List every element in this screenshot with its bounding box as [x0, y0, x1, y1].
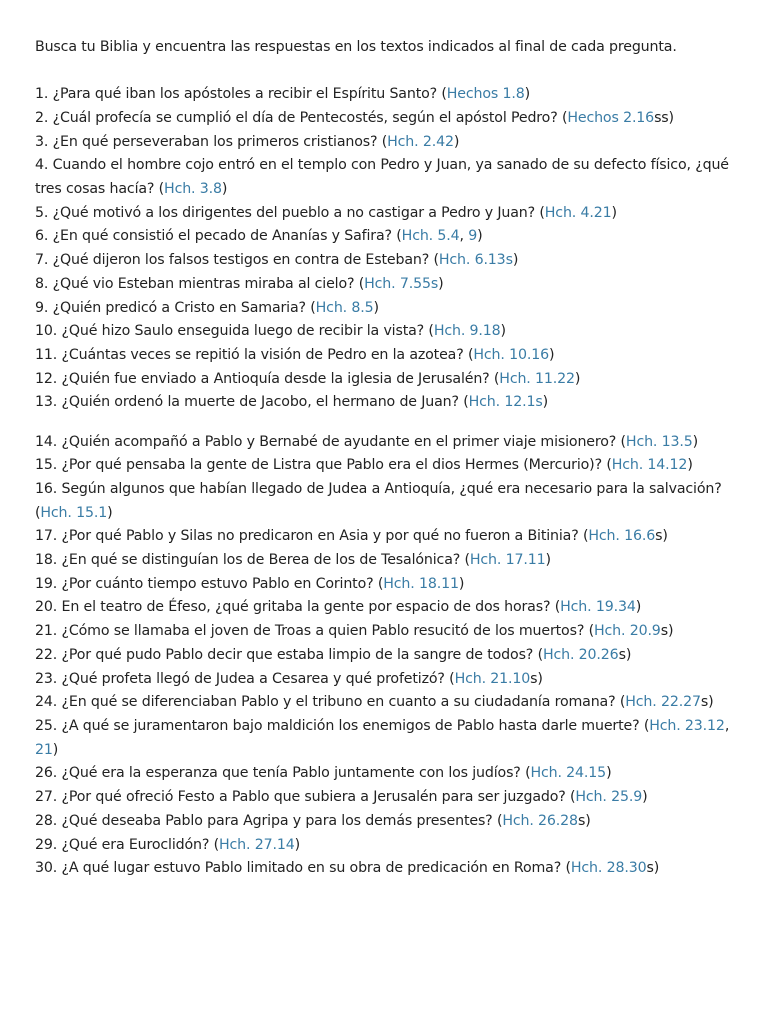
question-item: 10. ¿Qué hizo Saulo enseguida luego de recibir la vista? (Hch. 9.18) — [35, 323, 506, 340]
question-item: 5. ¿Qué motivó a los dirigentes del pueblo a no castigar a Pedro y Juan? (Hch. 4.21) — [35, 204, 617, 221]
bible-reference-link[interactable]: Hch. 28.30 — [570, 860, 647, 877]
question-text: Según algunos que habían llegado de Judea a Antioquía, ¿qué era necesario para la salvación? — [61, 480, 722, 497]
question-item: 9. ¿Quién predicó a Cristo en Samaria? (Hch. 8.5) — [35, 299, 379, 316]
question-text: ¿Quién ordenó la muerte de Jacobo, el hermano de Juan? — [61, 394, 459, 411]
question-item: 1. ¿Para qué iban los apóstoles a recibir el Espíritu Santo? (Hechos 1.8) — [35, 86, 530, 103]
bible-reference-link[interactable]: Hch. 19.34 — [560, 599, 636, 616]
question-item: 18. ¿En qué se distinguían los de Berea de los de Tesalónica? (Hch. 17.11) — [35, 552, 551, 569]
question-number: 19. — [35, 575, 58, 592]
bible-reference-link[interactable]: Hch. 9.18 — [433, 323, 501, 340]
question-number: 26. — [35, 765, 58, 782]
question-number: 10. — [35, 323, 58, 340]
bible-reference-link[interactable]: Hch. 7.55s — [364, 275, 439, 292]
question-number: 3. — [35, 133, 49, 150]
question-text: ¿Qué dijeron los falsos testigos en contra de Esteban? — [52, 252, 430, 269]
bible-reference-link[interactable]: Hch. 11.22 — [499, 370, 575, 387]
bible-reference-link[interactable]: Hch. 26.28 — [502, 812, 578, 829]
question-text: ¿Cuántas veces se repitió la visión de Pedro en la azotea? — [61, 346, 464, 363]
question-number: 9. — [35, 299, 49, 316]
question-text: ¿Qué hizo Saulo enseguida luego de recibir la vista? — [61, 323, 425, 340]
question-item: 15. ¿Por qué pensaba la gente de Listra que Pablo era el dios Hermes (Mercurio)? (Hch. 14.12) — [35, 457, 693, 474]
bible-reference-link[interactable]: Hch. 20.26 — [542, 646, 619, 663]
bible-reference-link[interactable]: Hch. 16.6 — [588, 528, 656, 545]
question-item: 23. ¿Qué profeta llegó de Judea a Cesarea y qué profetizó? (Hch. 21.10s) — [35, 670, 543, 687]
question-item: 14. ¿Quién acompañó a Pablo y Bernabé de ayudante en el primer viaje misionero? (Hch. 13.5) — [35, 433, 699, 450]
question-item: 8. ¿Qué vio Esteban mientras miraba al cielo? (Hch. 7.55s) — [35, 275, 444, 292]
bible-reference-link[interactable]: Hechos 1.8 — [446, 86, 525, 103]
reference-suffix: s — [646, 860, 654, 877]
bible-reference-link[interactable]: Hch. 10.16 — [473, 346, 549, 363]
question-number: 24. — [35, 694, 58, 711]
question-text: ¿Cuál profecía se cumplió el día de Pentecostés, según el apóstol Pedro? — [52, 109, 558, 126]
reference-suffix: ss — [654, 109, 669, 126]
question-item: 22. ¿Por qué pudo Pablo decir que estaba limpio de la sangre de todos? (Hch. 20.26s) — [35, 646, 632, 663]
question-item: 30. ¿A qué lugar estuvo Pablo limitado en su obra de predicación en Roma? (Hch. 28.30s) — [35, 860, 660, 877]
question-text: ¿En qué consistió el pecado de Ananías y Safira? — [52, 228, 392, 245]
question-item: 11. ¿Cuántas veces se repitió la visión de Pedro en la azotea? (Hch. 10.16) — [35, 346, 555, 363]
question-item: 6. ¿En qué consistió el pecado de Ananías y Safira? (Hch. 5.4, 9) — [35, 228, 483, 245]
bible-reference-link[interactable]: Hch. 12.1s — [468, 394, 543, 411]
bible-reference-link[interactable]: Hch. 3.8 — [164, 181, 222, 198]
question-number: 6. — [35, 228, 49, 245]
bible-reference-link[interactable]: Hch. 22.27 — [625, 694, 701, 711]
question-number: 5. — [35, 204, 49, 221]
question-item: 28. ¿Qué deseaba Pablo para Agripa y para los demás presentes? (Hch. 26.28s) — [35, 812, 591, 829]
question-text: ¿En qué se diferenciaban Pablo y el tribuno en cuanto a su ciudadanía romana? — [61, 694, 616, 711]
question-item: 25. ¿A qué se juramentaron bajo maldición los enemigos de Pablo hasta darle muerte? (Hch. 23.12, 21) — [35, 717, 730, 758]
bible-reference-link[interactable]: Hch. 20.9 — [593, 623, 661, 640]
question-number: 14. — [35, 433, 58, 450]
question-number: 23. — [35, 670, 58, 687]
bible-reference-link[interactable]: Hch. 27.14 — [219, 836, 295, 853]
bible-reference-link[interactable]: Hch. 25.9 — [575, 789, 643, 806]
bible-reference-link[interactable]: 21 — [35, 741, 53, 758]
question-text: ¿A qué lugar estuvo Pablo limitado en su obra de predicación en Roma? — [61, 860, 562, 877]
question-text: ¿Quién predicó a Cristo en Samaria? — [52, 299, 306, 316]
question-text: ¿En qué se distinguían los de Berea de los de Tesalónica? — [61, 552, 461, 569]
question-text: ¿Qué motivó a los dirigentes del pueblo a no castigar a Pedro y Juan? — [52, 204, 536, 221]
question-item: 19. ¿Por cuánto tiempo estuvo Pablo en Corinto? (Hch. 18.11) — [35, 575, 465, 592]
question-text: ¿Por qué pudo Pablo decir que estaba limpio de la sangre de todos? — [61, 646, 534, 663]
question-number: 16. — [35, 480, 58, 497]
reference-suffix: s — [655, 528, 663, 545]
question-number: 11. — [35, 346, 58, 363]
question-item: 12. ¿Quién fue enviado a Antioquía desde la iglesia de Jerusalén? (Hch. 11.22) — [35, 370, 581, 387]
intro-text: Busca tu Biblia y encuentra las respuestas en los textos indicados al final de cada pregunta. — [35, 39, 677, 55]
reference-suffix: s — [530, 670, 538, 687]
question-item: 27. ¿Por qué ofreció Festo a Pablo que subiera a Jerusalén para ser juzgado? (Hch. 25.9) — [35, 789, 648, 806]
question-text: ¿Qué profeta llegó de Judea a Cesarea y qué profetizó? — [61, 670, 445, 687]
question-number: 15. — [35, 457, 58, 474]
question-number: 13. — [35, 394, 58, 411]
question-number: 29. — [35, 836, 58, 853]
bible-reference-link[interactable]: Hch. 23.12 — [649, 717, 725, 734]
question-text: ¿Para qué iban los apóstoles a recibir el Espíritu Santo? — [52, 86, 438, 103]
question-text: ¿Por qué ofreció Festo a Pablo que subiera a Jerusalén para ser juzgado? — [61, 789, 566, 806]
bible-reference-link[interactable]: Hch. 4.21 — [544, 204, 612, 221]
bible-reference-link[interactable]: Hch. 18.11 — [383, 575, 459, 592]
question-item: 26. ¿Qué era la esperanza que tenía Pablo juntamente con los judíos? (Hch. 24.15) — [35, 765, 612, 782]
question-item: 2. ¿Cuál profecía se cumplió el día de Pentecostés, según el apóstol Pedro? (Hechos 2.16ss) — [35, 109, 674, 126]
question-item: 21. ¿Cómo se llamaba el joven de Troas a quien Pablo resucitó de los muertos? (Hch. 20.9s) — [35, 623, 674, 640]
question-text: ¿Qué vio Esteban mientras miraba al cielo? — [52, 275, 355, 292]
bible-reference-link[interactable]: Hch. 14.12 — [611, 457, 688, 474]
question-list — [35, 83, 740, 881]
question-text: En el teatro de Éfeso, ¿qué gritaba la gente por espacio de dos horas? — [61, 599, 551, 616]
question-text: ¿Quién fue enviado a Antioquía desde la iglesia de Jerusalén? — [61, 370, 490, 387]
bible-reference-link[interactable]: Hch. 24.15 — [530, 765, 607, 782]
bible-reference-link[interactable]: Hch. 17.11 — [469, 552, 546, 569]
reference-suffix: s — [660, 623, 668, 640]
reference-suffix: s — [618, 646, 626, 663]
bible-reference-link[interactable]: 9 — [468, 228, 478, 245]
question-number: 12. — [35, 370, 58, 387]
question-number: 28. — [35, 812, 58, 829]
question-text: ¿Por cuánto tiempo estuvo Pablo en Corinto? — [61, 575, 374, 592]
question-text: ¿Qué era Euroclidón? — [61, 836, 210, 853]
question-item: 16. Según algunos que habían llegado de Judea a Antioquía, ¿qué era necesario para la salvación? (Hch. 15.1) — [35, 480, 722, 521]
bible-reference-link[interactable]: Hch. 15.1 — [40, 504, 108, 521]
bible-reference-link[interactable]: Hch. 8.5 — [315, 299, 374, 316]
question-item: 13. ¿Quién ordenó la muerte de Jacobo, el hermano de Juan? (Hch. 12.1s) — [35, 394, 548, 411]
question-item: 29. ¿Qué era Euroclidón? (Hch. 27.14) — [35, 836, 300, 853]
question-number: 18. — [35, 552, 58, 569]
question-number: 4. — [35, 157, 49, 174]
question-number: 25. — [35, 717, 58, 734]
question-item: 24. ¿En qué se diferenciaban Pablo y el tribuno en cuanto a su ciudadanía romana? (Hch. 22.27s) — [35, 694, 714, 711]
bible-reference-link[interactable]: Hch. 21.10 — [454, 670, 531, 687]
bible-reference-link[interactable]: Hch. 5.4 — [401, 228, 460, 245]
question-number: 30. — [35, 860, 58, 877]
question-text: ¿Quién acompañó a Pablo y Bernabé de ayudante en el primer viaje misionero? — [61, 433, 617, 450]
question-text: ¿Qué deseaba Pablo para Agripa y para los demás presentes? — [61, 812, 493, 829]
question-number: 17. — [35, 528, 58, 545]
question-number: 21. — [35, 623, 58, 640]
bible-reference-link[interactable]: Hechos 2.16 — [567, 109, 655, 126]
question-text: ¿Qué era la esperanza que tenía Pablo juntamente con los judíos? — [61, 765, 521, 782]
question-item: 3. ¿En qué perseveraban los primeros cristianos? (Hch. 2.42) — [35, 133, 460, 150]
question-text: ¿Por qué pensaba la gente de Listra que Pablo era el dios Hermes (Mercurio)? — [61, 457, 602, 474]
question-text: ¿Cómo se llamaba el joven de Troas a quien Pablo resucitó de los muertos? — [61, 623, 585, 640]
question-item: 20. En el teatro de Éfeso, ¿qué gritaba la gente por espacio de dos horas? (Hch. 19.34) — [35, 599, 642, 616]
bible-reference-link[interactable]: Hch. 6.13s — [438, 252, 513, 269]
question-number: 2. — [35, 109, 49, 126]
question-text: ¿A qué se juramentaron bajo maldición los enemigos de Pablo hasta darle muerte? — [61, 717, 640, 734]
bible-reference-link[interactable]: Hch. 13.5 — [625, 433, 693, 450]
question-item: 4. Cuando el hombre cojo entró en el templo con Pedro y Juan, ya sanado de su defecto físico, ¿qué tres cosas hacía? (Hch. 3.8) — [35, 157, 729, 198]
question-number: 20. — [35, 599, 58, 616]
reference-suffix: s — [700, 694, 709, 711]
question-item: 7. ¿Qué dijeron los falsos testigos en contra de Esteban? (Hch. 6.13s) — [35, 252, 519, 269]
bible-reference-link[interactable]: Hch. 2.42 — [387, 133, 454, 150]
question-number: 22. — [35, 646, 58, 663]
question-text: ¿En qué perseveraban los primeros cristianos? — [52, 133, 378, 150]
question-text: Cuando el hombre cojo entró en el templo con Pedro y Juan, ya sanado de su defecto físico, ¿qué tres cosas hacía? — [35, 157, 729, 198]
question-number: 7. — [35, 252, 49, 269]
question-number: 8. — [35, 275, 49, 292]
question-number: 1. — [35, 86, 49, 103]
question-text: ¿Por qué Pablo y Silas no predicaron en Asia y por qué no fueron a Bitinia? — [61, 528, 579, 545]
reference-suffix: s — [577, 812, 586, 829]
question-number: 27. — [35, 789, 58, 806]
question-item: 17. ¿Por qué Pablo y Silas no predicaron en Asia y por qué no fueron a Bitinia? (Hch. 16.6s) — [35, 528, 668, 545]
